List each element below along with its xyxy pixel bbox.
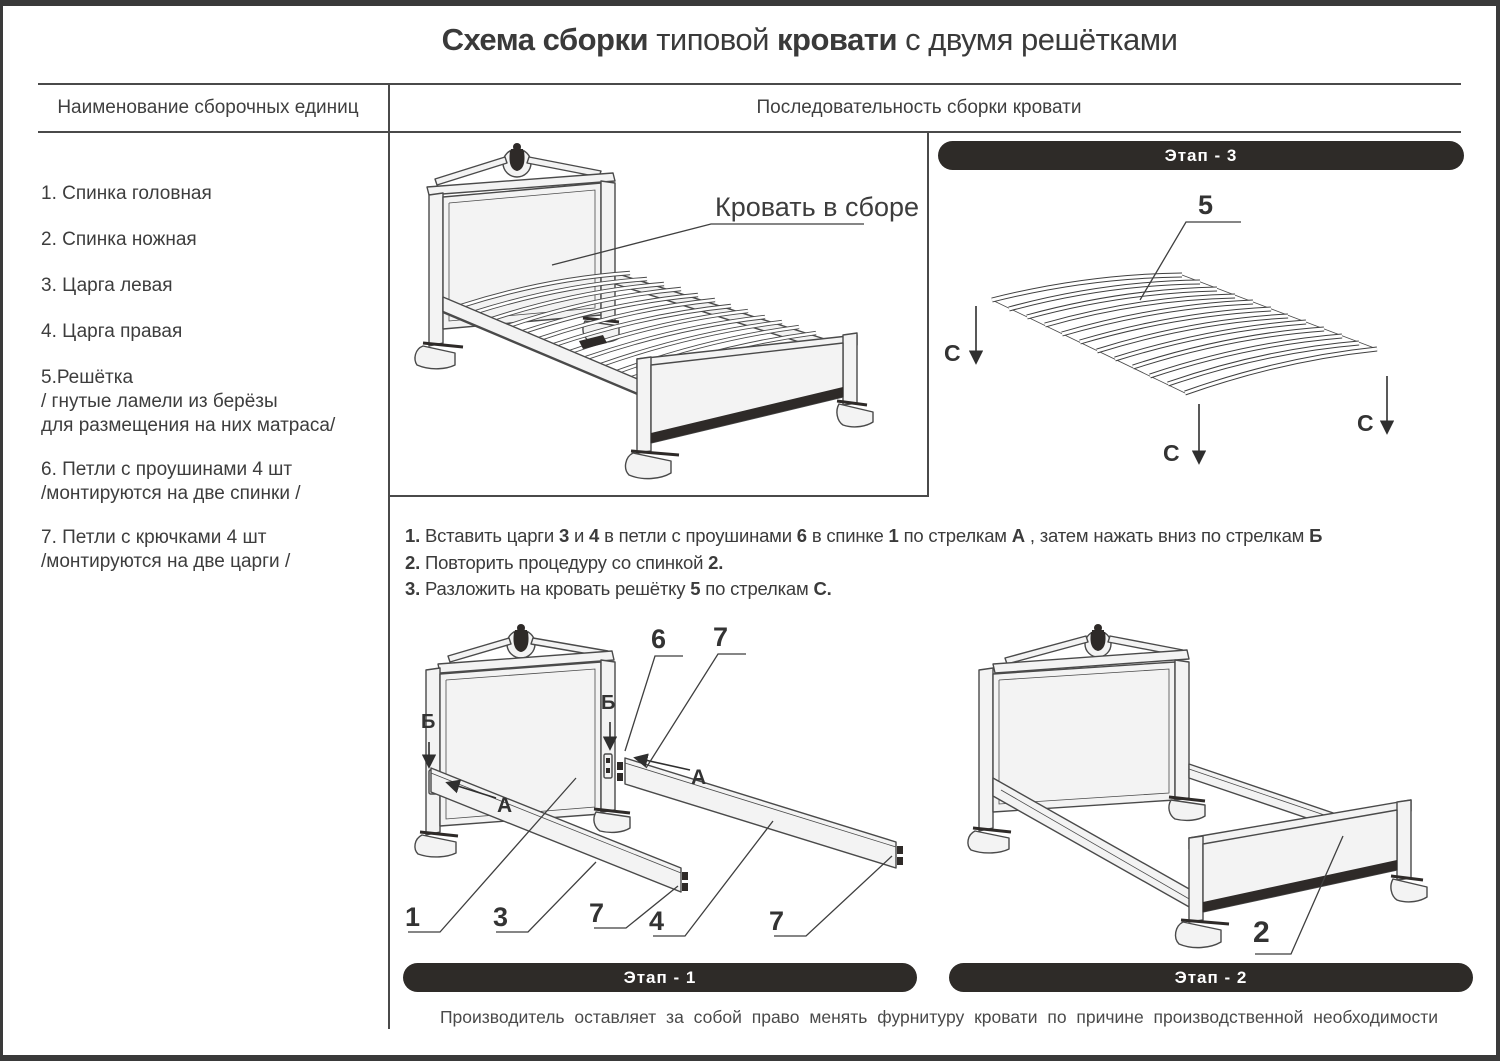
header-rule-top	[38, 83, 1461, 85]
part-7-name: 7. Петли с крючками 4 шт	[41, 527, 267, 548]
manufacturer-note: Производитель оставляет за собой право менять фурнитуру кровати по причине производственной необходимости	[439, 1007, 1439, 1027]
callout-part-2: 2	[1253, 916, 1270, 949]
title-bold-1: Схема сборки	[441, 22, 649, 57]
right-column-header: Последовательность сборки кровати	[756, 97, 1082, 118]
list-item	[41, 274, 381, 298]
callout-part-3: 3	[493, 902, 509, 932]
part-7-right-leader	[774, 856, 892, 936]
callout-arrow-c-left: C	[944, 340, 961, 366]
part-6-note: /монтируются на две спинки /	[41, 483, 301, 504]
assembled-bed-label: Кровать в сборе	[715, 192, 920, 222]
title-regular-2: с двумя решётками	[897, 22, 1178, 57]
list-item	[41, 366, 381, 438]
title-regular-1: типовой	[648, 22, 778, 57]
part-3-leader	[496, 862, 596, 932]
stage-1-drawing	[398, 616, 938, 966]
callout-part-5: 5	[1198, 190, 1214, 220]
part-7-note: /монтируются на две царги /	[41, 551, 291, 572]
callout-part-7-mid: 7	[589, 898, 605, 928]
part-2-name: 2. Спинка ножная	[41, 229, 197, 250]
left-column-header: Наименование сборочных единиц	[57, 97, 359, 118]
callout-b-left: Б	[421, 711, 436, 733]
instruction-line-2: 2. Повторить процедуру со спинкой 2.	[405, 551, 724, 573]
assembled-box-bottom-border	[388, 495, 929, 497]
title-bold-2: кровати	[777, 22, 898, 57]
headboard	[968, 624, 1205, 853]
side-rail-right-part-4	[617, 758, 903, 868]
page-title	[123, 22, 1496, 58]
list-item	[41, 182, 381, 206]
part-3-name: 3. Царга левая	[41, 275, 173, 296]
part-1-name: 1. Спинка головная	[41, 183, 212, 204]
stage-1-banner: Этап - 1	[403, 963, 917, 992]
lattice-drawing	[933, 176, 1473, 506]
stage-2-banner: Этап - 2	[949, 963, 1473, 992]
part-7-top-leader	[646, 654, 746, 768]
callout-a-left: A	[497, 794, 513, 817]
assembly-instructions	[405, 523, 1480, 603]
instruction-line-1: 1. Вставить царги 3 и 4 в петли с проушинами 6 в спинке 1 по стрелкам А , затем нажать вниз по стрелкам Б	[405, 525, 1323, 546]
instruction-line-3: 3. Разложить на кровать решётку 5 по стрелкам С.	[405, 578, 832, 599]
list-item	[41, 320, 381, 344]
callout-part-7-right: 7	[769, 906, 785, 936]
callout-a-right: A	[691, 766, 707, 789]
parts-list	[41, 182, 381, 596]
part-6-leader	[625, 656, 683, 751]
part-5-note-1: / гнутые ламели из берёзы	[41, 391, 278, 412]
part-4-name: 4. Царга правая	[41, 321, 183, 342]
list-item	[41, 526, 381, 574]
part-5-name: 5.Решётка	[41, 367, 134, 388]
stage-3-banner: Этап - 3	[938, 141, 1464, 170]
part-6-name: 6. Петли с проушинами 4 шт	[41, 459, 293, 480]
list-item	[41, 458, 381, 506]
part-7-mid-leader	[594, 886, 678, 928]
part-5-note-2: для размещения на них матраса/	[41, 415, 336, 436]
callout-arrow-c-middle: C	[1163, 440, 1180, 466]
callout-b-right: Б	[601, 692, 616, 714]
footboard-part-2	[1176, 800, 1427, 948]
stage-2-drawing	[943, 618, 1483, 966]
list-item	[41, 228, 381, 252]
callout-part-6: 6	[651, 624, 667, 654]
callout-part-4: 4	[649, 906, 665, 936]
callout-part-7-top: 7	[713, 622, 729, 652]
assembled-bed-drawing	[389, 133, 927, 495]
assembled-box-right-border	[927, 131, 929, 497]
hinge-plate-right	[604, 754, 612, 778]
callout-part-1: 1	[405, 902, 421, 932]
callout-arrow-c-right: C	[1357, 410, 1374, 436]
lattice-slats	[992, 275, 1377, 393]
